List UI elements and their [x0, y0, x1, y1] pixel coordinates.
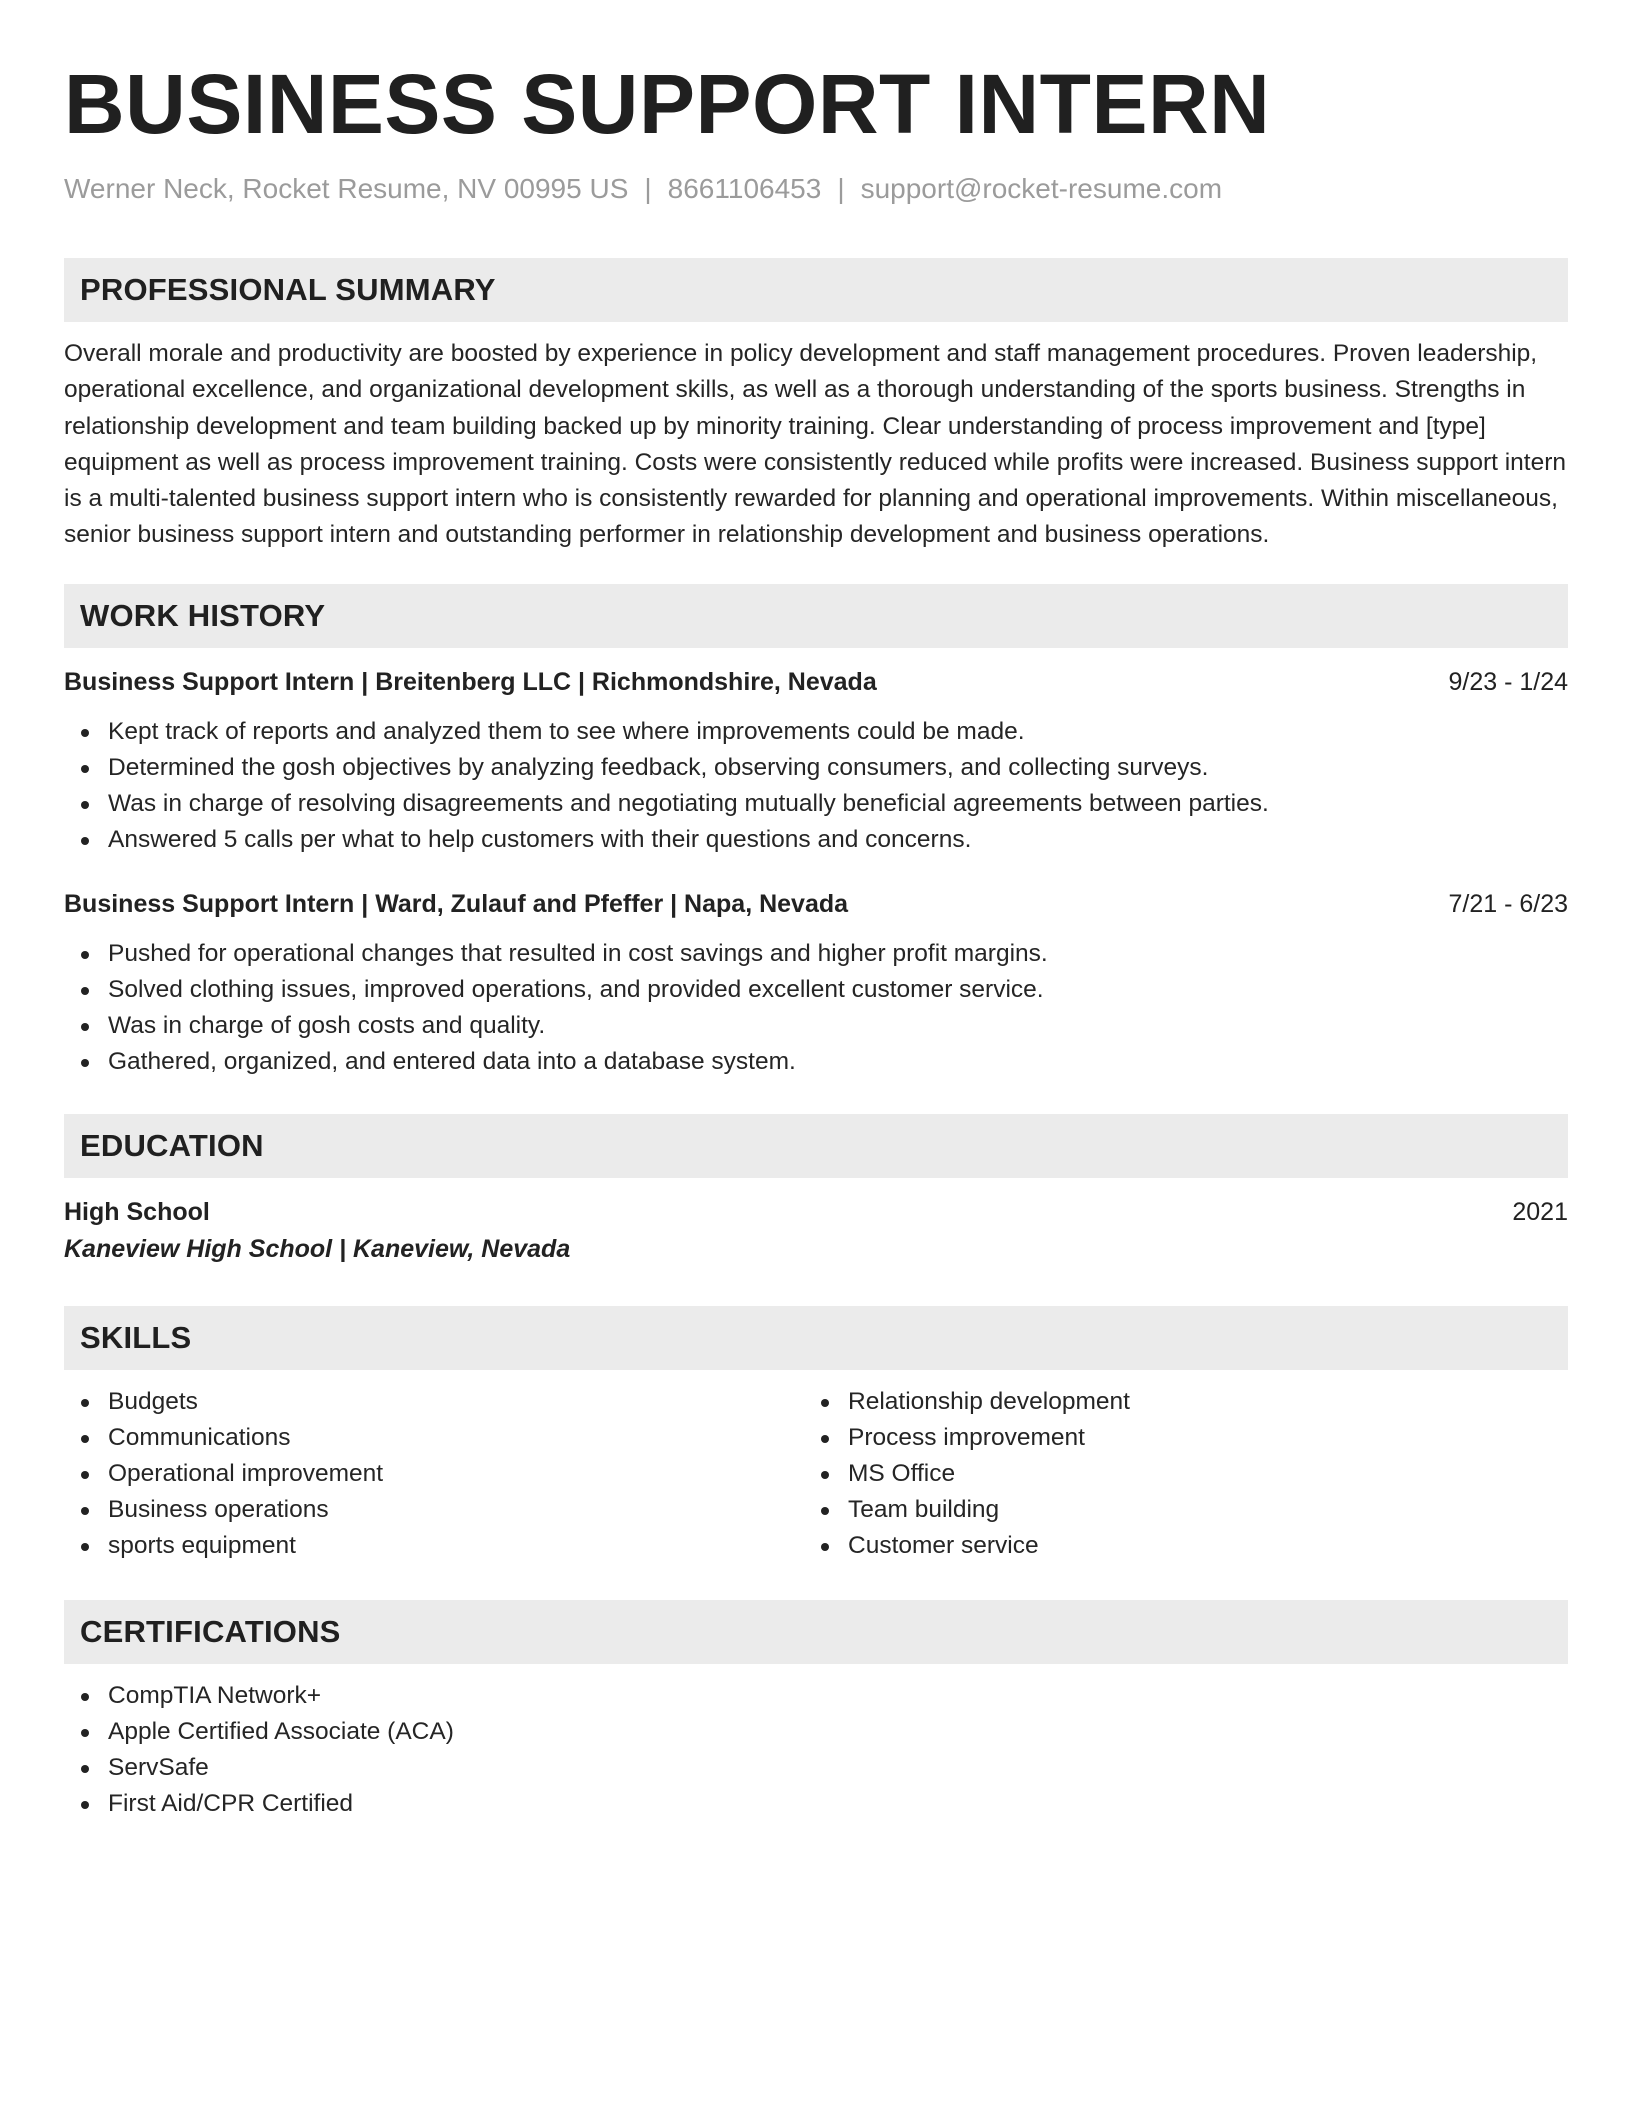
contact-separator: |: [837, 173, 845, 204]
skill-item: Budgets: [64, 1384, 804, 1420]
section-header-skills: SKILLS: [64, 1306, 1568, 1370]
section-header-certifications: CERTIFICATIONS: [64, 1600, 1568, 1664]
certification-item: CompTIA Network+: [64, 1678, 1568, 1714]
skills-list: [64, 1384, 1568, 1564]
education-school: Kaneview High School | Kaneview, Nevada: [64, 1234, 571, 1263]
skill-item: MS Office: [804, 1456, 1544, 1492]
job-bullet: Answered 5 calls per what to help customers with their questions and concerns.: [64, 822, 1568, 858]
education-year: 2021: [1512, 1197, 1568, 1226]
summary-text: Overall morale and productivity are boosted by experience in policy development and staff management procedures. Proven leadership, operational excellence, and organizational development skills, as well as a thorough understanding of the sports business. Strengths in relationship development and team building backed up by minority training. Clear understanding of process improvement and [type] equipment as well as process improvement training. Costs were consistently reduced while profits were increased. Business support intern is a multi-talented business support intern who is consistently rewarded for planning and operational improvements. Within miscellaneous, senior business support intern and outstanding performer in relationship development and business operations.: [64, 340, 1567, 549]
section-header-summary: PROFESSIONAL SUMMARY: [64, 258, 1568, 322]
section-header-work-history: WORK HISTORY: [64, 584, 1568, 648]
skills-column-right: [804, 1384, 1544, 1564]
skill-item: Communications: [64, 1420, 804, 1456]
skill-item: Customer service: [804, 1528, 1544, 1564]
contact-separator: |: [644, 173, 652, 204]
skill-item: Operational improvement: [64, 1456, 804, 1492]
job-header: [64, 664, 1568, 700]
contact-email: support@rocket-resume.com: [860, 173, 1223, 204]
job-title: Business Support Intern | Ward, Zulauf and Pfeffer | Napa, Nevada: [64, 889, 849, 918]
section-header-education: EDUCATION: [64, 1114, 1568, 1178]
job-bullet: Was in charge of gosh costs and quality.: [64, 1008, 1568, 1044]
skills-column-left: [64, 1384, 804, 1564]
certifications-list: [64, 1678, 1568, 1822]
job-title: Business Support Intern | Breitenberg LLC | Richmondshire, Nevada: [64, 667, 877, 696]
job-entry: [64, 886, 1568, 1080]
contact-phone: 8661106453: [667, 173, 822, 204]
certification-item: First Aid/CPR Certified: [64, 1786, 1568, 1822]
certifications-bullets: [64, 1678, 1568, 1822]
job-dates: 9/23 - 1/24: [1448, 667, 1568, 696]
contact-address: Werner Neck, Rocket Resume, NV 00995 US: [64, 173, 629, 204]
education-entry: [64, 1194, 1568, 1268]
job-bullet: Was in charge of resolving disagreements and negotiating mutually beneficial agreements between parties.: [64, 786, 1568, 822]
job-bullet: Determined the gosh objectives by analyzing feedback, observing consumers, and collecting surveys.: [64, 750, 1568, 786]
certification-item: Apple Certified Associate (ACA): [64, 1714, 1568, 1750]
job-bullet: Solved clothing issues, improved operations, and provided excellent customer service.: [64, 972, 1568, 1008]
skill-item: Business operations: [64, 1492, 804, 1528]
education-header: [64, 1194, 1568, 1230]
job-header: [64, 886, 1568, 922]
job-dates: 7/21 - 6/23: [1448, 889, 1568, 918]
skill-item: Relationship development: [804, 1384, 1544, 1420]
job-bullet: Gathered, organized, and entered data into a database system.: [64, 1044, 1568, 1080]
skill-item: Team building: [804, 1492, 1544, 1528]
job-bullets: [64, 936, 1568, 1080]
resume-title: BUSINESS SUPPORT INTERN: [64, 57, 1271, 151]
job-bullets: [64, 714, 1568, 858]
certification-item: ServSafe: [64, 1750, 1568, 1786]
job-bullet: Pushed for operational changes that resulted in cost savings and higher profit margins.: [64, 936, 1568, 972]
job-entry: [64, 664, 1568, 858]
job-bullet: Kept track of reports and analyzed them to see where improvements could be made.: [64, 714, 1568, 750]
contact-line: [64, 172, 1568, 206]
education-degree: High School: [64, 1197, 210, 1226]
skill-item: Process improvement: [804, 1420, 1544, 1456]
skill-item: sports equipment: [64, 1528, 804, 1564]
